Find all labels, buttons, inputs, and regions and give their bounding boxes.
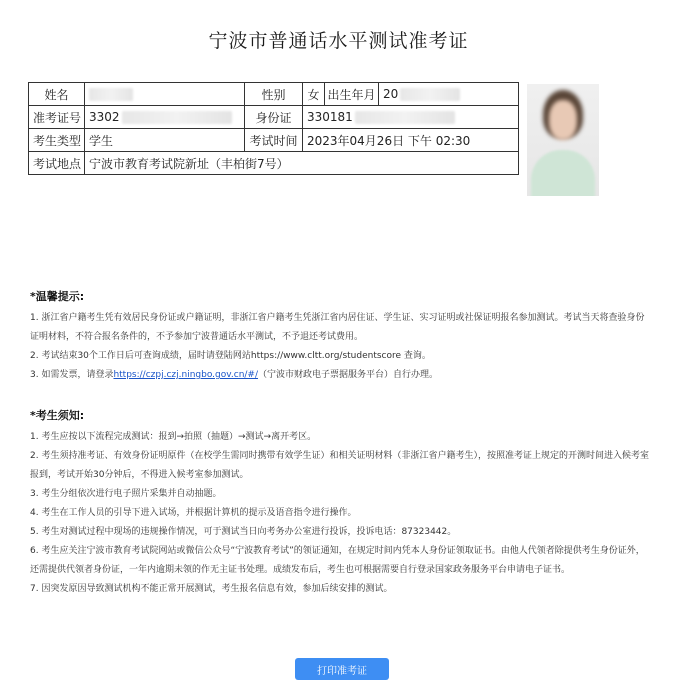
type-label: 考生类型 bbox=[29, 129, 85, 152]
tips-title: *温馨提示: bbox=[30, 290, 85, 303]
redacted-birth bbox=[400, 88, 460, 101]
admission-info-table bbox=[28, 82, 519, 175]
location-value: 宁波市教育考试院新址（丰柏街7号） bbox=[85, 152, 519, 175]
tips-item: 1. 浙江省户籍考生凭有效居民身份证或户籍证明，非浙江省户籍考生凭浙江省内居住证、学生证、实习证明或社保证明报名参加测试。考试当天将查验身份证明材料，不符合报名条件的，不予参加宁波普通话水平测试，不予退还考试费用。 bbox=[30, 313, 645, 342]
type-value: 学生 bbox=[85, 129, 245, 152]
redacted-ticket bbox=[122, 111, 232, 124]
gender-label: 性别 bbox=[245, 83, 303, 106]
birth-value-text: 20 bbox=[383, 87, 399, 101]
notes-item: 3. 考生分组依次进行电子照片采集并自动抽题。 bbox=[30, 489, 222, 499]
tips-item3-prefix: 3. 如需发票，请登录 bbox=[30, 370, 114, 380]
tips-section bbox=[30, 287, 650, 385]
notes-item: 1. 考生应按以下流程完成测试：报到→拍照（抽题）→测试→离开考区。 bbox=[30, 432, 317, 442]
idcard-value bbox=[303, 106, 519, 129]
location-label: 考试地点 bbox=[29, 152, 85, 175]
idcard-label: 身份证 bbox=[245, 106, 303, 129]
notes-item: 4. 考生在工作人员的引导下进入试场，并根据计算机的提示及语音指令进行操作。 bbox=[30, 508, 357, 518]
time-value: 2023年04月26日 下午 02:30 bbox=[303, 129, 519, 152]
birth-value bbox=[379, 83, 519, 106]
photo-face bbox=[549, 100, 577, 140]
notes-title: *考生须知: bbox=[30, 409, 85, 422]
candidate-photo bbox=[527, 84, 599, 196]
birth-label: 出生年月 bbox=[325, 83, 379, 106]
idcard-value-text: 330181 bbox=[307, 110, 353, 124]
notes-item: 2. 考生须持准考证、有效身份证明原件（在校学生需同时携带有效学生证）和相关证明材料（非浙江省户籍考生），按照准考证上规定的开测时间进入候考室报到，考试开始30分钟后，不得进入候考室参加测试。 bbox=[30, 451, 649, 480]
ticket-label: 准考证号 bbox=[29, 106, 85, 129]
time-label: 考试时间 bbox=[245, 129, 303, 152]
gender-value: 女 bbox=[303, 83, 325, 106]
ticket-value-text: 3302 bbox=[89, 110, 120, 124]
ticket-value bbox=[85, 106, 245, 129]
redacted-name bbox=[89, 88, 133, 101]
table-row bbox=[29, 152, 519, 175]
notes-item: 7. 因突发原因导致测试机构不能正常开展测试，考生报名信息有效，参加后续安排的测试。 bbox=[30, 584, 393, 594]
table-row bbox=[29, 106, 519, 129]
notes-item: 6. 考生应关注宁波市教育考试院网站或微信公众号“宁波教育考试”的领证通知，在规定时间内凭本人身份证领取证书。由他人代领者除提供考生身份证外，还需提供代领者身份证，一年内逾期未领的作无主证书处理。成绩发布后，考生也可根据需要自行登录国家政务服务平台申请电子证书。 bbox=[30, 546, 645, 575]
table-row bbox=[29, 129, 519, 152]
redacted-idcard bbox=[355, 111, 455, 124]
notes-section bbox=[30, 406, 650, 599]
notes-item: 5. 考生对测试过程中现场的违规操作情况，可于测试当日向考务办公室进行投诉，投诉电话：87323442。 bbox=[30, 527, 457, 537]
tips-item bbox=[30, 366, 650, 385]
table-row bbox=[29, 83, 519, 106]
tips-item: 2. 考试结束30个工作日后可查询成绩，届时请登陆网站https://www.cltt.org/studentscore 查询。 bbox=[30, 351, 431, 361]
tips-item3-suffix: （宁波市财政电子票据服务平台）自行办理。 bbox=[258, 370, 439, 380]
photo-shirt bbox=[531, 150, 595, 196]
page-title: 宁波市普通话水平测试准考证 bbox=[208, 30, 469, 52]
invoice-link[interactable]: https://czpj.czj.ningbo.gov.cn/#/ bbox=[113, 370, 259, 380]
name-label: 姓名 bbox=[29, 83, 85, 106]
print-admission-button[interactable]: 打印准考证 bbox=[295, 658, 389, 680]
name-value bbox=[85, 83, 245, 106]
